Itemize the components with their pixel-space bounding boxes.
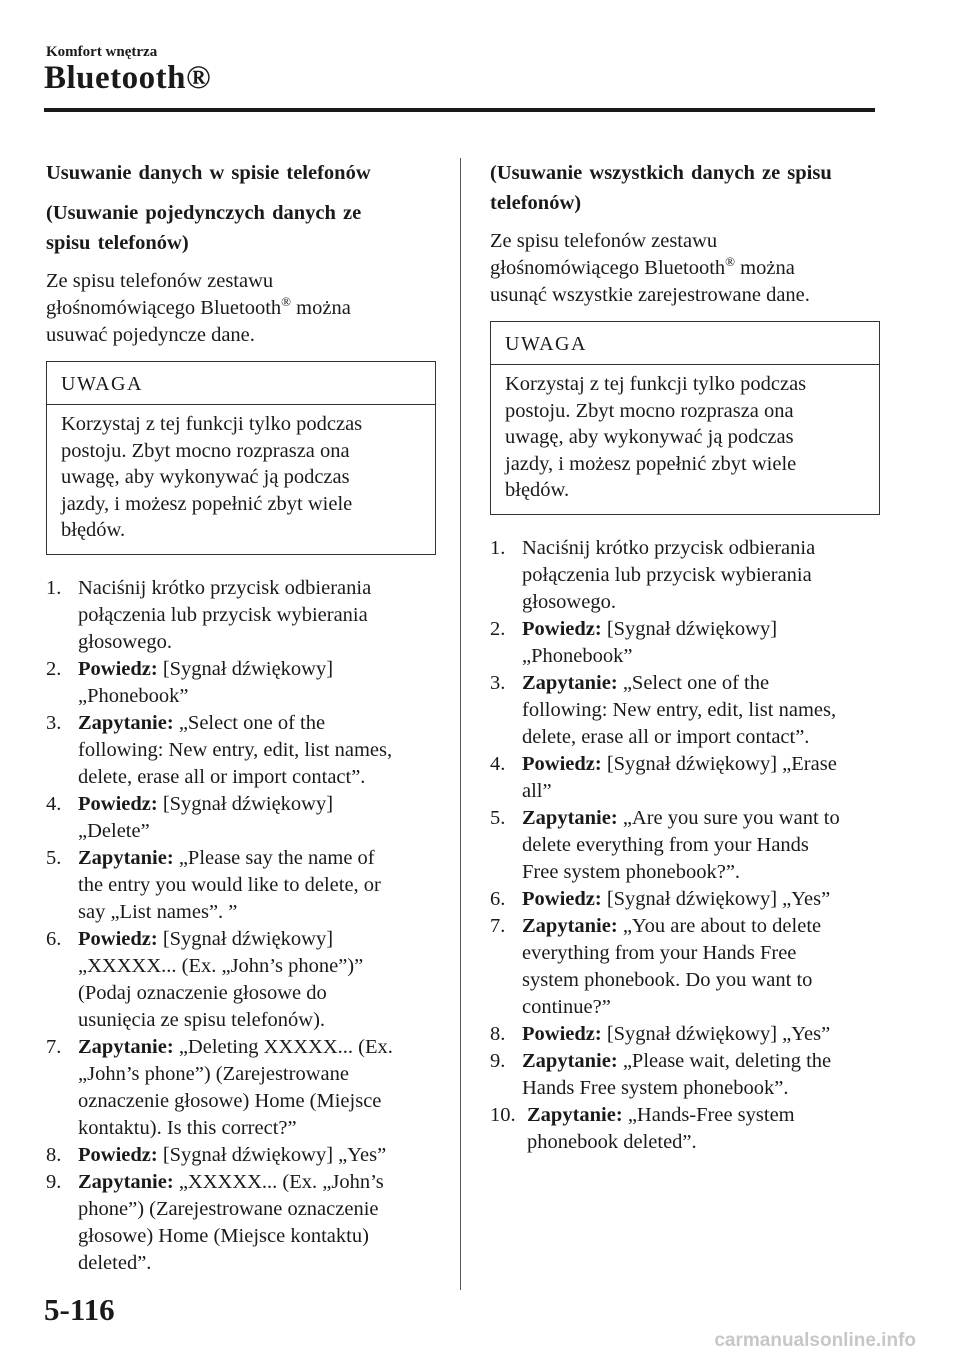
step-text: „Hands-Free system bbox=[627, 1103, 795, 1126]
step-number: 7. bbox=[46, 1035, 62, 1058]
step-line bbox=[522, 886, 880, 913]
step-number: 2. bbox=[46, 657, 62, 680]
step-label: Zapytanie: bbox=[78, 1170, 174, 1193]
left-note-box bbox=[46, 361, 436, 555]
right-steps-list bbox=[490, 535, 880, 1156]
step-label: Powiedz: bbox=[522, 1022, 602, 1045]
step-line bbox=[78, 926, 436, 953]
step-label: Zapytanie: bbox=[522, 914, 618, 937]
step-line bbox=[78, 1115, 436, 1142]
step-item bbox=[46, 710, 436, 791]
step-line bbox=[522, 1075, 880, 1102]
step-line bbox=[78, 845, 436, 872]
note-title: UWAGA bbox=[491, 322, 879, 365]
intro-line bbox=[46, 295, 436, 322]
step-line bbox=[522, 805, 880, 832]
step-text: delete, erase all or import contact”. bbox=[522, 725, 810, 748]
right-note-box bbox=[490, 321, 880, 515]
step-text: usunięcia ze spisu telefonów). bbox=[78, 1008, 326, 1031]
step-line bbox=[522, 616, 880, 643]
left-column bbox=[46, 158, 436, 1277]
step-item bbox=[490, 1021, 880, 1048]
step-text: Hands Free system phonebook”. bbox=[522, 1076, 789, 1099]
intro-line: Ze spisu telefonów zestawu bbox=[46, 270, 274, 292]
right-subheading-line: (Usuwanie wszystkich danych ze spisu bbox=[490, 162, 832, 184]
step-line bbox=[78, 683, 436, 710]
note-line: Korzystaj z tej funkcji tylko podczas bbox=[505, 373, 807, 395]
step-line bbox=[522, 589, 880, 616]
step-text: [Sygnał dźwiękowy] bbox=[606, 617, 778, 640]
step-number: 1. bbox=[46, 576, 62, 599]
note-body bbox=[47, 405, 435, 554]
step-text: delete everything from your Hands bbox=[522, 833, 809, 856]
step-text: „John’s phone”) (Zarejestrowane bbox=[78, 1062, 349, 1085]
step-text: „Select one of the bbox=[178, 711, 326, 734]
step-text: phonebook deleted”. bbox=[527, 1130, 697, 1153]
step-number: 3. bbox=[46, 711, 62, 734]
step-label: Zapytanie: bbox=[522, 806, 618, 829]
step-line bbox=[522, 1021, 880, 1048]
step-text: Free system phonebook?”. bbox=[522, 860, 741, 883]
step-label: Zapytanie: bbox=[78, 846, 174, 869]
step-line bbox=[78, 1223, 436, 1250]
note-line: uwagę, aby wykonywać ją podczas bbox=[61, 466, 350, 488]
step-line bbox=[522, 859, 880, 886]
step-line bbox=[78, 872, 436, 899]
note-title: UWAGA bbox=[47, 362, 435, 405]
step-text: following: New entry, edit, list names, bbox=[78, 738, 393, 761]
step-text: „XXXXX... (Ex. „John’s bbox=[178, 1170, 384, 1193]
step-line bbox=[522, 778, 880, 805]
left-steps-list bbox=[46, 575, 436, 1277]
intro-text: głośnomówiącego Bluetooth bbox=[490, 257, 726, 279]
step-text: połączenia lub przycisk wybierania bbox=[78, 603, 368, 626]
step-item bbox=[46, 1169, 436, 1277]
step-line bbox=[522, 535, 880, 562]
step-line bbox=[522, 832, 880, 859]
step-text: [Sygnał dźwiękowy] „Erase bbox=[606, 752, 837, 775]
step-item bbox=[490, 751, 880, 805]
step-label: Zapytanie: bbox=[78, 711, 174, 734]
step-item bbox=[490, 886, 880, 913]
step-text: „Please say the name of bbox=[178, 846, 375, 869]
step-label: Powiedz: bbox=[78, 792, 158, 815]
step-item bbox=[490, 616, 880, 670]
step-item bbox=[46, 791, 436, 845]
note-line: jazdy, i możesz popełnić zbyt wiele bbox=[505, 452, 797, 475]
section-label: Komfort wnętrza bbox=[46, 44, 158, 60]
intro-text: głośnomówiącego Bluetooth bbox=[46, 297, 282, 319]
right-intro bbox=[490, 228, 880, 309]
step-line bbox=[78, 953, 436, 980]
step-number: 7. bbox=[490, 914, 506, 937]
step-text: głosowego. bbox=[522, 590, 616, 613]
step-text: system phonebook. Do you want to bbox=[522, 968, 813, 991]
intro-text: można bbox=[291, 297, 351, 319]
intro-line: usuwać pojedyncze dane. bbox=[46, 324, 255, 346]
step-line bbox=[78, 1061, 436, 1088]
step-number: 6. bbox=[490, 887, 506, 910]
step-line bbox=[522, 643, 880, 670]
step-line bbox=[78, 764, 436, 791]
left-heading: Usuwanie danych w spisie telefonów bbox=[46, 162, 371, 184]
left-subheading bbox=[46, 198, 436, 258]
step-item bbox=[490, 913, 880, 1021]
step-text: [Sygnał dźwiękowy] „Yes” bbox=[606, 887, 831, 910]
step-number: 1. bbox=[490, 536, 506, 559]
step-item bbox=[490, 1102, 880, 1156]
step-number: 4. bbox=[46, 792, 62, 815]
step-item bbox=[46, 845, 436, 926]
intro-text: można bbox=[735, 257, 795, 279]
step-number: 4. bbox=[490, 752, 506, 775]
step-number: 8. bbox=[490, 1022, 506, 1045]
step-number: 6. bbox=[46, 927, 62, 950]
step-label: Zapytanie: bbox=[78, 1035, 174, 1058]
title-rule bbox=[44, 108, 875, 112]
step-text: głosowe) Home (Miejsce kontaktu) bbox=[78, 1224, 369, 1247]
watermark: carmanualsonline.info bbox=[714, 1330, 916, 1351]
step-text: everything from your Hands Free bbox=[522, 941, 797, 964]
step-line bbox=[78, 1088, 436, 1115]
left-subheading-line: spisu telefonów) bbox=[46, 232, 189, 254]
note-line: błędów. bbox=[505, 479, 570, 501]
step-line bbox=[78, 1142, 436, 1169]
step-text: delete, erase all or import contact”. bbox=[78, 765, 366, 788]
note-line: postoju. Zbyt mocno rozprasza ona bbox=[61, 439, 350, 462]
step-line bbox=[527, 1129, 880, 1156]
step-text: „Phonebook” bbox=[78, 684, 189, 707]
right-subheading bbox=[490, 158, 880, 218]
left-subheading-line: (Usuwanie pojedynczych danych ze bbox=[46, 202, 362, 224]
step-line bbox=[522, 913, 880, 940]
step-number: 3. bbox=[490, 671, 506, 694]
step-text: Naciśnij krótko przycisk odbierania bbox=[78, 576, 372, 599]
step-item bbox=[490, 670, 880, 751]
step-number: 8. bbox=[46, 1143, 62, 1166]
step-text: continue?” bbox=[522, 995, 611, 1018]
intro-line: Ze spisu telefonów zestawu bbox=[490, 230, 718, 252]
step-number: 9. bbox=[490, 1049, 506, 1072]
step-line bbox=[78, 629, 436, 656]
step-item bbox=[490, 1048, 880, 1102]
step-line bbox=[78, 1169, 436, 1196]
step-item bbox=[490, 805, 880, 886]
step-item bbox=[46, 926, 436, 1034]
step-line bbox=[522, 670, 880, 697]
step-line bbox=[78, 1007, 436, 1034]
step-line bbox=[522, 697, 880, 724]
step-text: (Podaj oznaczenie głosowe do bbox=[78, 981, 327, 1004]
step-number: 9. bbox=[46, 1170, 62, 1193]
step-text: „You are about to delete bbox=[622, 914, 822, 937]
step-line bbox=[78, 818, 436, 845]
step-line bbox=[522, 994, 880, 1021]
step-label: Zapytanie: bbox=[522, 1049, 618, 1072]
step-text: [Sygnał dźwiękowy] bbox=[162, 792, 334, 815]
step-line bbox=[522, 562, 880, 589]
intro-line bbox=[490, 255, 880, 282]
step-text: głosowego. bbox=[78, 630, 172, 653]
registered-mark: ® bbox=[725, 254, 736, 270]
note-body bbox=[491, 365, 879, 514]
step-line bbox=[78, 656, 436, 683]
step-text: „Please wait, deleting the bbox=[622, 1049, 832, 1072]
note-line: błędów. bbox=[61, 519, 126, 541]
step-line bbox=[78, 710, 436, 737]
step-text: [Sygnał dźwiękowy] bbox=[162, 657, 334, 680]
step-text: Naciśnij krótko przycisk odbierania bbox=[522, 536, 816, 559]
step-text: połączenia lub przycisk wybierania bbox=[522, 563, 812, 586]
step-label: Powiedz: bbox=[78, 927, 158, 950]
step-item bbox=[46, 1142, 436, 1169]
step-label: Powiedz: bbox=[522, 887, 602, 910]
step-line bbox=[522, 1048, 880, 1075]
step-line bbox=[527, 1102, 880, 1129]
step-item bbox=[46, 1034, 436, 1142]
step-line bbox=[78, 1034, 436, 1061]
step-number: 5. bbox=[490, 806, 506, 829]
step-line bbox=[78, 1196, 436, 1223]
step-text: [Sygnał dźwiękowy] „Yes” bbox=[162, 1143, 387, 1166]
step-text: „Are you sure you want to bbox=[622, 806, 840, 829]
page-number: 5-116 bbox=[44, 1292, 115, 1327]
step-text: [Sygnał dźwiękowy] „Yes” bbox=[606, 1022, 831, 1045]
step-label: Zapytanie: bbox=[527, 1103, 623, 1126]
step-text: „Delete” bbox=[78, 819, 150, 842]
intro-line: usunąć wszystkie zarejestrowane dane. bbox=[490, 284, 810, 306]
step-text: deleted”. bbox=[78, 1251, 152, 1274]
registered-mark: ® bbox=[281, 294, 292, 310]
right-subheading-line: telefonów) bbox=[490, 192, 582, 214]
step-number: 2. bbox=[490, 617, 506, 640]
right-column bbox=[490, 158, 880, 1156]
step-number: 10. bbox=[490, 1103, 516, 1126]
step-line bbox=[78, 737, 436, 764]
step-item bbox=[46, 656, 436, 710]
step-label: Powiedz: bbox=[78, 1143, 158, 1166]
step-line bbox=[522, 967, 880, 994]
note-line: uwagę, aby wykonywać ją podczas bbox=[505, 426, 794, 448]
step-label: Zapytanie: bbox=[522, 671, 618, 694]
step-line bbox=[78, 791, 436, 818]
step-line bbox=[78, 899, 436, 926]
note-line: postoju. Zbyt mocno rozprasza ona bbox=[505, 399, 794, 422]
page-title: Bluetooth® bbox=[44, 60, 212, 96]
step-text: all” bbox=[522, 779, 552, 802]
step-text: kontaktu). Is this correct?” bbox=[78, 1116, 297, 1139]
step-text: „Select one of the bbox=[622, 671, 770, 694]
step-text: say „List names”. ” bbox=[78, 900, 238, 923]
step-text: „Deleting XXXXX... (Ex. bbox=[178, 1035, 393, 1058]
step-label: Powiedz: bbox=[522, 617, 602, 640]
step-line bbox=[78, 575, 436, 602]
step-number: 5. bbox=[46, 846, 62, 869]
step-line bbox=[78, 980, 436, 1007]
step-text: phone”) (Zarejestrowane oznaczenie bbox=[78, 1197, 379, 1220]
step-item bbox=[490, 535, 880, 616]
step-label: Powiedz: bbox=[78, 657, 158, 680]
step-text: „XXXXX... (Ex. „John’s phone”)” bbox=[78, 954, 364, 977]
note-line: Korzystaj z tej funkcji tylko podczas bbox=[61, 413, 363, 435]
step-item bbox=[46, 575, 436, 656]
step-label: Powiedz: bbox=[522, 752, 602, 775]
step-text: following: New entry, edit, list names, bbox=[522, 698, 837, 721]
column-divider bbox=[460, 158, 461, 1290]
left-intro bbox=[46, 268, 436, 349]
step-line bbox=[522, 751, 880, 778]
step-line bbox=[522, 940, 880, 967]
step-text: the entry you would like to delete, or bbox=[78, 873, 381, 896]
step-line bbox=[78, 602, 436, 629]
step-line bbox=[522, 724, 880, 751]
step-text: „Phonebook” bbox=[522, 644, 633, 667]
step-line bbox=[78, 1250, 436, 1277]
step-text: oznaczenie głosowe) Home (Miejsce bbox=[78, 1089, 382, 1112]
step-text: [Sygnał dźwiękowy] bbox=[162, 927, 334, 950]
note-line: jazdy, i możesz popełnić zbyt wiele bbox=[61, 492, 353, 515]
